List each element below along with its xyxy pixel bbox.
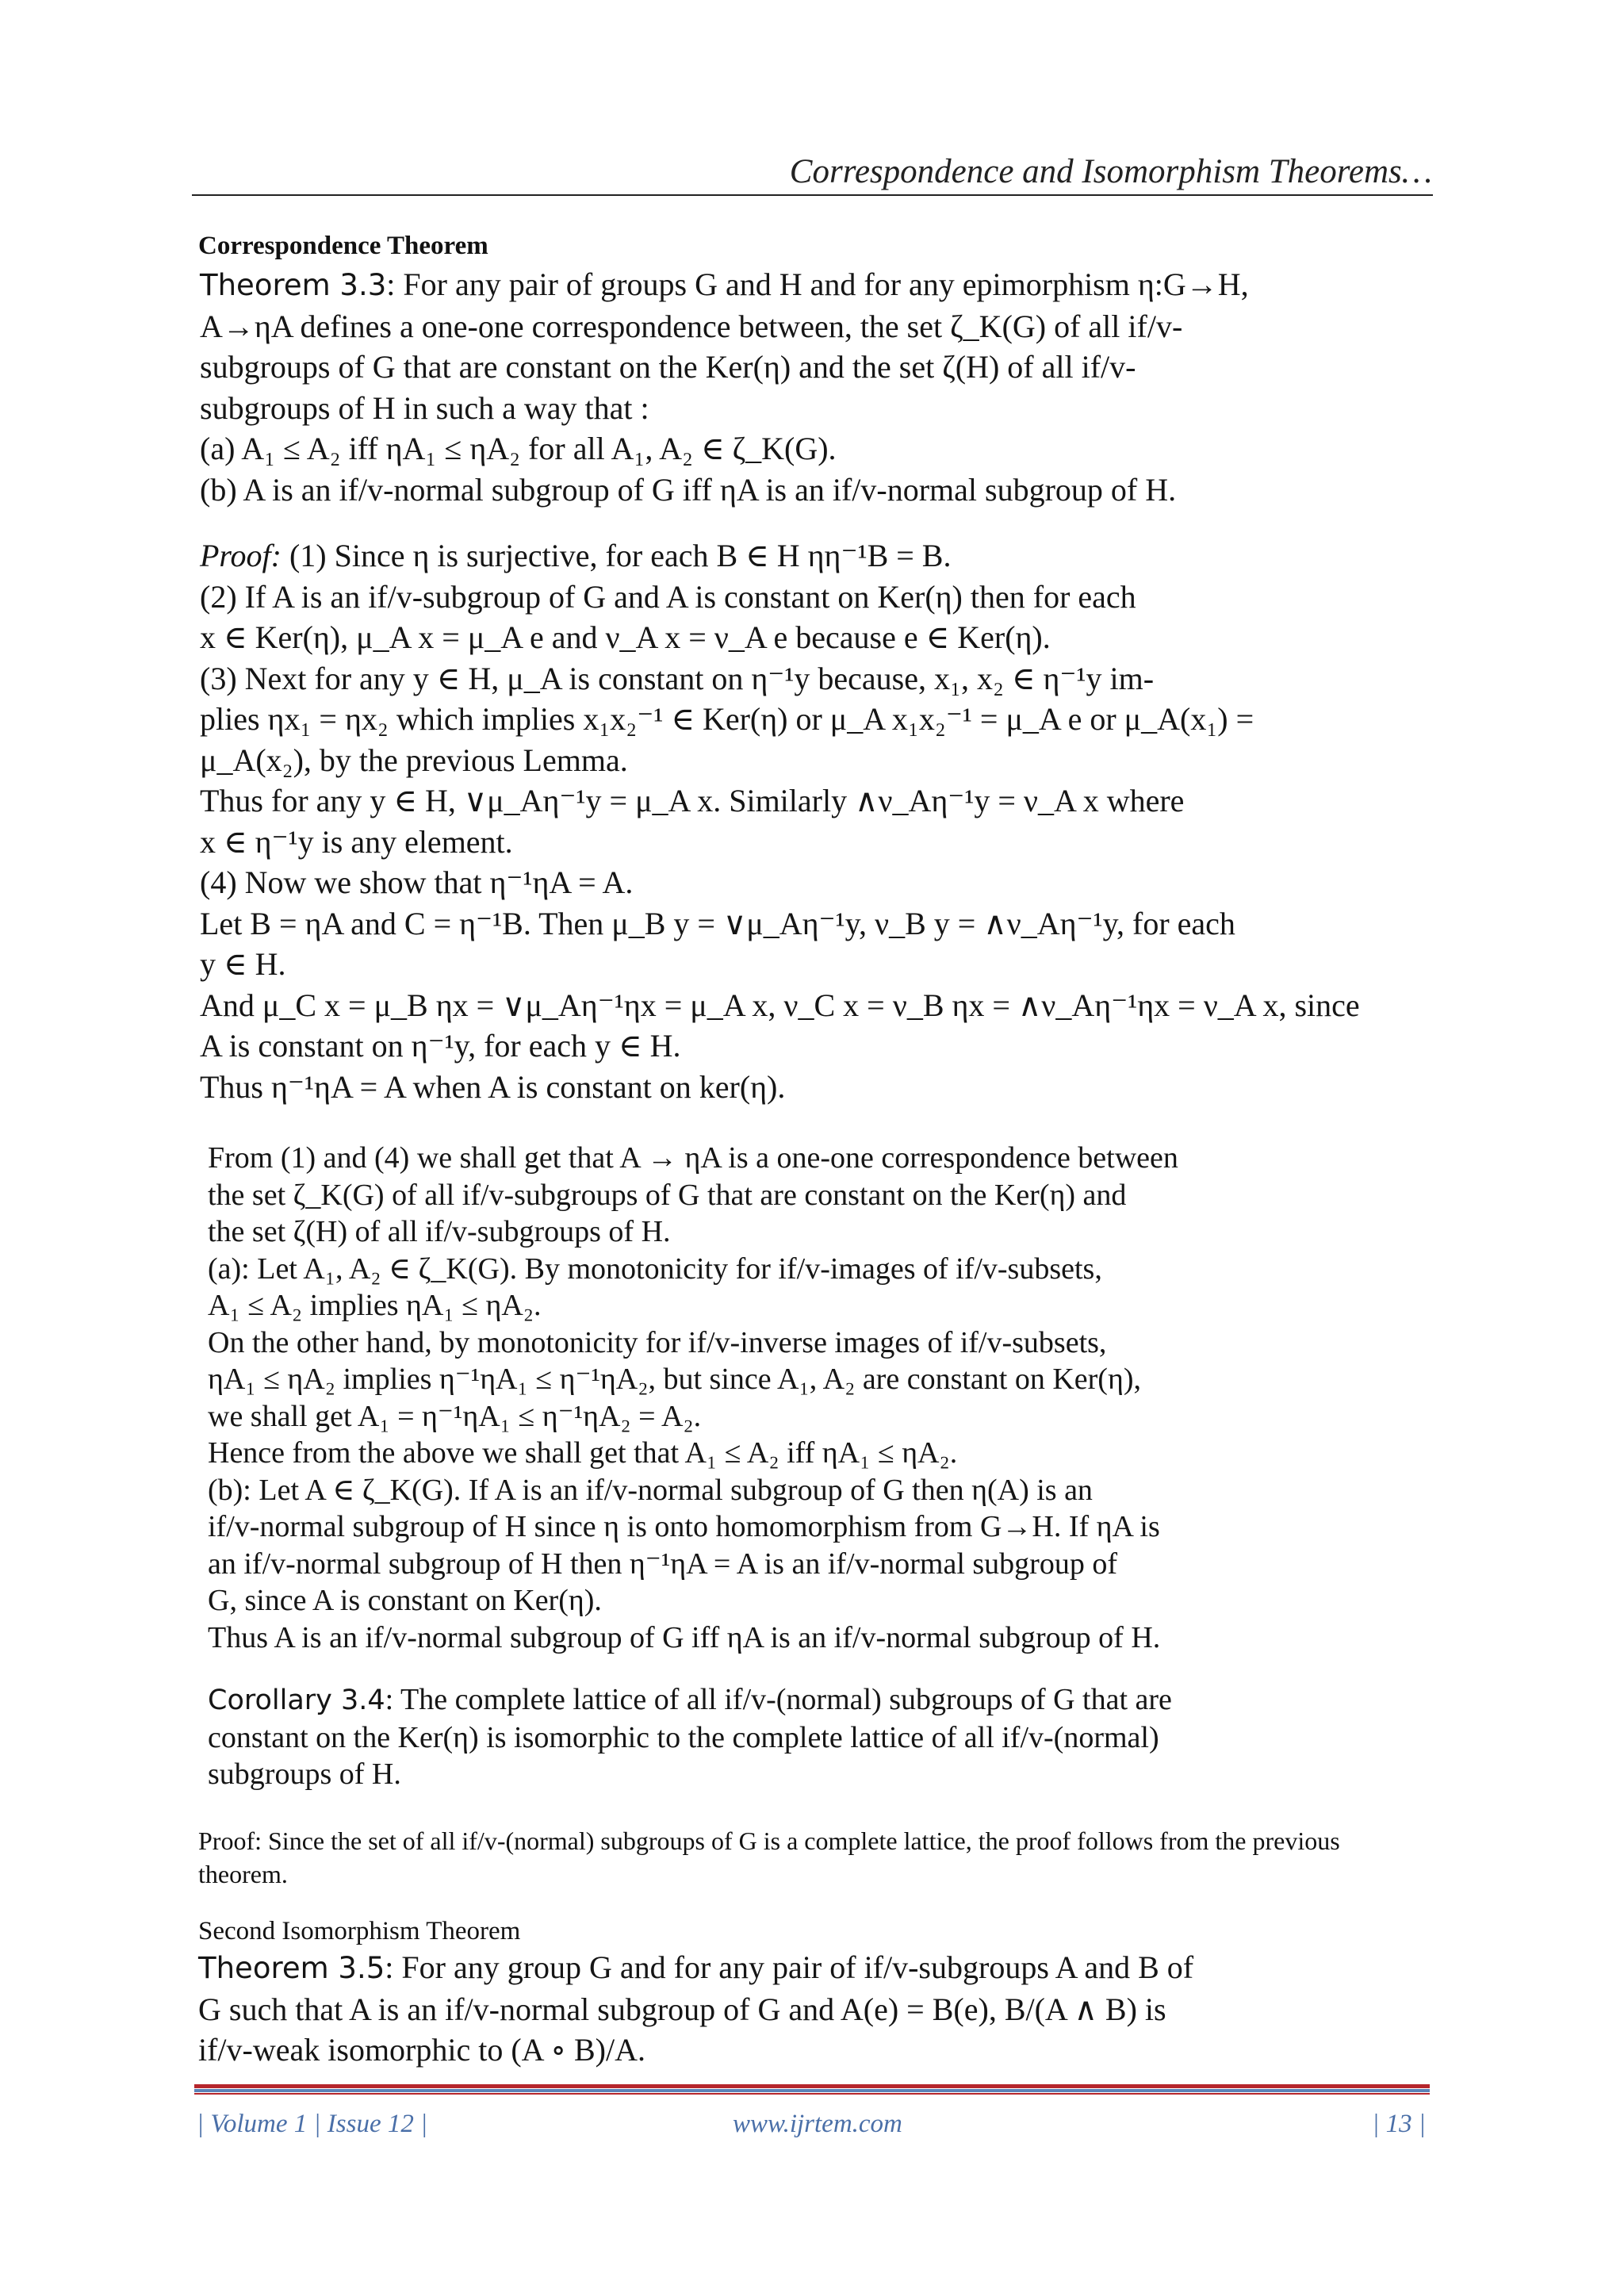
continuation-line: we shall get A₁ = η⁻¹ηA₁ ≤ η⁻¹ηA₂ = A₂. (208, 1399, 702, 1433)
theorem-line: G such that A is an if/v-normal subgroup of G and A(e) = B(e), B/(A ∧ B) is (198, 1991, 1166, 2027)
running-title: Correspondence and Isomorphism Theorems… (789, 153, 1432, 190)
corollary-line: constant on the Ker(η) is isomorphic to the complete lattice of all if/v-(normal) (208, 1720, 1159, 1754)
footer-bar-red-thin (194, 2093, 1430, 2095)
theorem-line: subgroups of H in such a way that : (200, 389, 649, 426)
proof-label: Proof: (200, 538, 282, 573)
proof-line: plies ηx₁ = ηx₂ which implies x₁x₂⁻¹ ∈ Ker(η) or μ_A x₁x₂⁻¹ = μ_A e or μ_A(x₁) = (200, 701, 1254, 737)
theorem-line: if/v-weak isomorphic to (A ∘ B)/A. (198, 2032, 645, 2068)
continuation-line: if/v-normal subgroup of H since η is onto homomorphism from G→H. If ηA is (208, 1510, 1160, 1543)
footer-volume: | Volume 1 | Issue 12 | (197, 2110, 428, 2138)
proof-line: (4) Now we show that η⁻¹ηA = A. (200, 864, 634, 900)
theorem-line: A→ηA defines a one-one correspondence between, the set ζ_K(G) of all if/v- (200, 308, 1183, 344)
proof-line: y ∈ H. (200, 946, 286, 982)
continuation-line: (a): Let A₁, A₂ ∈ ζ_K(G). By monotonicity for if/v-images of if/v-subsets, (208, 1251, 1102, 1286)
theorem-line: (a) A₁ ≤ A₂ iff ηA₁ ≤ ηA₂ for all A₁, A₂ ∈ ζ_K(G). (200, 431, 837, 466)
theorem-label: Theorem 3.3 (200, 268, 387, 302)
continuation-line: Hence from the above we shall get that A₁ ≤ A₂ iff ηA₁ ≤ ηA₂. (208, 1436, 958, 1470)
continuation-line: From (1) and (4) we shall get that A → ηA is a one-one correspondence between (208, 1141, 1178, 1175)
proof-line: x ∈ η⁻¹y is any element. (200, 823, 513, 860)
corollary-3-4 (208, 1681, 1172, 1793)
footer-page-number: | 13 | (1372, 2110, 1426, 2138)
continuation-line: an if/v-normal subgroup of H then η⁻¹ηA = A is an if/v-normal subgroup of (208, 1547, 1117, 1581)
footer-bar-red (194, 2084, 1430, 2088)
continuation-line: the set ζ_K(G) of all if/v-subgroups of G that are constant on the Ker(η) and (208, 1178, 1127, 1212)
proof-line: Let B = ηA and C = η⁻¹B. Then μ_B y = ∨μ_Aη⁻¹y, ν_B y = ∧ν_Aη⁻¹y, for each (200, 905, 1235, 941)
proof-line: (2) If A is an if/v-subgroup of G and A is constant on Ker(η) then for each (200, 578, 1136, 615)
theorem-line: : For any pair of groups G and H and for any epimorphism η:G→H, (386, 266, 1249, 302)
continuation-line: the set ζ(H) of all if/v-subgroups of H. (208, 1215, 671, 1248)
corollary-proof-line: Proof: Since the set of all if/v-(normal) subgroups of G is a complete lattice, the proof follows from the previous (198, 1826, 1340, 1855)
theorem-label: Theorem 3.5 (198, 1951, 385, 1985)
proof-line: Thus η⁻¹ηA = A when A is constant on ker(η). (200, 1068, 786, 1105)
proof-line: And μ_C x = μ_B ηx = ∨μ_Aη⁻¹ηx = μ_A x, ν_C x = ν_B ηx = ∧ν_Aη⁻¹ηx = ν_A x, since (200, 987, 1360, 1023)
corollary-proof-line: theorem. (198, 1860, 288, 1888)
continuation-line: G, since A is constant on Ker(η). (208, 1584, 602, 1617)
theorem-line: subgroups of G that are constant on the Ker(η) and the set ζ(H) of all if/v- (200, 349, 1136, 385)
proof-line: (3) Next for any y ∈ H, μ_A is constant on η⁻¹y because, x₁, x₂ ∈ η⁻¹y im- (200, 660, 1155, 696)
continuation-line: ηA₁ ≤ ηA₂ implies η⁻¹ηA₁ ≤ η⁻¹ηA₂, but since A₁, A₂ are constant on Ker(η), (208, 1363, 1141, 1396)
continuation-line: Thus A is an if/v-normal subgroup of G iff ηA is an if/v-normal subgroup of H. (208, 1620, 1161, 1654)
corollary-label: Corollary 3.4 (208, 1685, 385, 1716)
proof-block (200, 535, 1360, 1107)
section-label-second-isomorphism: Second Isomorphism Theorem (198, 1917, 521, 1945)
proof-line: (1) Since η is surjective, for each B ∈ H ηη⁻¹B = B. (281, 538, 952, 573)
section-label-correspondence: Correspondence Theorem (198, 232, 488, 260)
continuation-line: On the other hand, by monotonicity for if/v-inverse images of if/v-subsets, (208, 1325, 1107, 1359)
corollary-proof (198, 1824, 1340, 1891)
theorem-line: : For any group G and for any pair of if/v-subgroups A and B of (385, 1949, 1194, 1985)
footer-website-link[interactable]: www.ijrtem.com (733, 2110, 902, 2138)
header-rule (192, 194, 1433, 196)
corollary-line: subgroups of H. (208, 1757, 401, 1791)
proof-line: x ∈ Ker(η), μ_A x = μ_A e and ν_A x = ν_A e because e ∈ Ker(η). (200, 619, 1051, 655)
proof-continuation (208, 1140, 1178, 1656)
footer-bar-blue (194, 2089, 1430, 2092)
continuation-line: A₁ ≤ A₂ implies ηA₁ ≤ ηA₂. (208, 1289, 542, 1322)
proof-line: μ_A(x₂), by the previous Lemma. (200, 742, 628, 778)
theorem-line: (b) A is an if/v-normal subgroup of G iff ηA is an if/v-normal subgroup of H. (200, 471, 1177, 508)
continuation-line: (b): Let A ∈ ζ_K(G). If A is an if/v-normal subgroup of G then η(A) is an (208, 1473, 1093, 1507)
proof-line: A is constant on η⁻¹y, for each y ∈ H. (200, 1028, 681, 1064)
corollary-line: : The complete lattice of all if/v-(normal) subgroups of G that are (385, 1683, 1172, 1716)
proof-line: Thus for any y ∈ H, ∨μ_Aη⁻¹y = μ_A x. Similarly ∧ν_Aη⁻¹y = ν_A x where (200, 783, 1185, 818)
theorem-3-5 (198, 1947, 1193, 2071)
theorem-3-3 (200, 264, 1249, 510)
